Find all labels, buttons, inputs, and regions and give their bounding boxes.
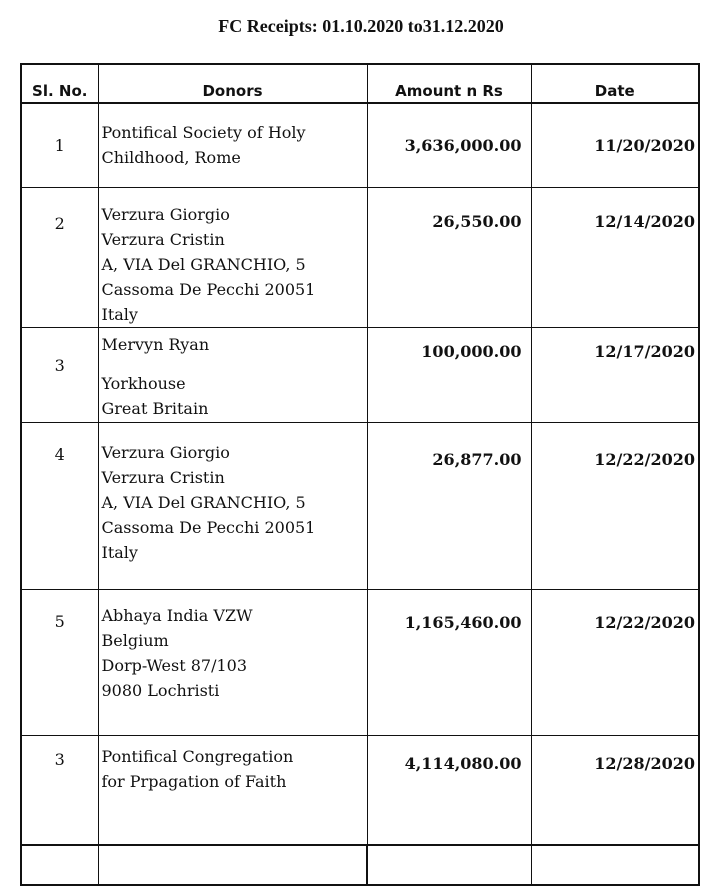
table-footer-row: [21, 845, 699, 885]
amount-cell: 100,000.00: [367, 327, 531, 422]
footer-cell: [531, 845, 699, 885]
footer-cell: [367, 845, 531, 885]
donor-line: Yorkhouse: [101, 373, 186, 393]
donor-line: for Prpagation of Faith: [101, 771, 287, 791]
donor-line: [102, 357, 367, 371]
sl-no-cell: 3: [21, 327, 98, 422]
sl-no-cell: 1: [21, 103, 98, 187]
amount-cell: 26,877.00: [367, 422, 531, 589]
date-cell: 12/22/2020: [531, 589, 699, 735]
donor-line: Verzura Giorgio: [101, 204, 230, 224]
donor-cell: [98, 103, 367, 187]
donor-line: Childhood, Rome: [101, 148, 241, 168]
date-cell: 11/20/2020: [531, 103, 699, 187]
donor-line: Verzura Cristin: [101, 467, 225, 487]
donor-line: A, VIA Del GRANCHIO, 5: [101, 492, 306, 512]
header-amount: Amount n Rs: [367, 64, 531, 103]
donor-line: Dorp-West 87/103: [101, 655, 248, 675]
table-row: [21, 327, 699, 422]
header-date: Date: [531, 64, 699, 103]
donor-line: Abhaya India VZW: [101, 605, 253, 625]
donor-line: A, VIA Del GRANCHIO, 5: [101, 254, 306, 274]
table-row: [21, 422, 699, 589]
donor-line: Verzura Giorgio: [101, 442, 230, 462]
date-cell: 12/14/2020: [531, 187, 699, 327]
sl-no-cell: 5: [21, 589, 98, 735]
donor-line: Great Britain: [101, 398, 209, 418]
date-cell: 12/28/2020: [531, 735, 699, 845]
amount-cell: 1,165,460.00: [367, 589, 531, 735]
donor-line: Belgium: [101, 630, 169, 650]
date-cell: 12/17/2020: [531, 327, 699, 422]
table-row: [21, 187, 699, 327]
donor-cell: [98, 187, 367, 327]
date-cell: 12/22/2020: [531, 422, 699, 589]
donor-line: Italy: [101, 542, 138, 562]
table-row: [21, 589, 699, 735]
footer-cell: [98, 845, 367, 885]
amount-cell: 3,636,000.00: [367, 103, 531, 187]
sl-no-cell: 4: [21, 422, 98, 589]
donor-line: Verzura Cristin: [101, 229, 225, 249]
amount-cell: 26,550.00: [367, 187, 531, 327]
donor-line: Pontifical Society of Holy: [101, 123, 306, 143]
table-row: [21, 735, 699, 845]
donor-cell: [98, 327, 367, 422]
sl-no-cell: 2: [21, 187, 98, 327]
header-donors: Donors: [98, 64, 367, 103]
amount-cell: 4,114,080.00: [367, 735, 531, 845]
donor-cell: [98, 422, 367, 589]
header-sl: Sl. No.: [21, 64, 98, 103]
donor-line: Mervyn Ryan: [101, 334, 210, 354]
donor-line: Italy: [101, 304, 138, 324]
table-body: [21, 103, 699, 885]
donor-cell: [98, 735, 367, 845]
header-row: [21, 64, 699, 103]
document-title: FC Receipts: 01.10.2020 to31.12.2020: [218, 16, 504, 36]
donor-line: Cassoma De Pecchi 20051: [101, 279, 316, 299]
sl-no-cell: 3: [21, 735, 98, 845]
footer-cell: [21, 845, 98, 885]
table-row: [21, 103, 699, 187]
receipts-table: [20, 63, 700, 886]
donor-line: Cassoma De Pecchi 20051: [101, 517, 316, 537]
donor-line: Pontifical Congregation: [101, 746, 294, 766]
donor-cell: [98, 589, 367, 735]
donor-line: 9080 Lochristi: [101, 680, 220, 700]
